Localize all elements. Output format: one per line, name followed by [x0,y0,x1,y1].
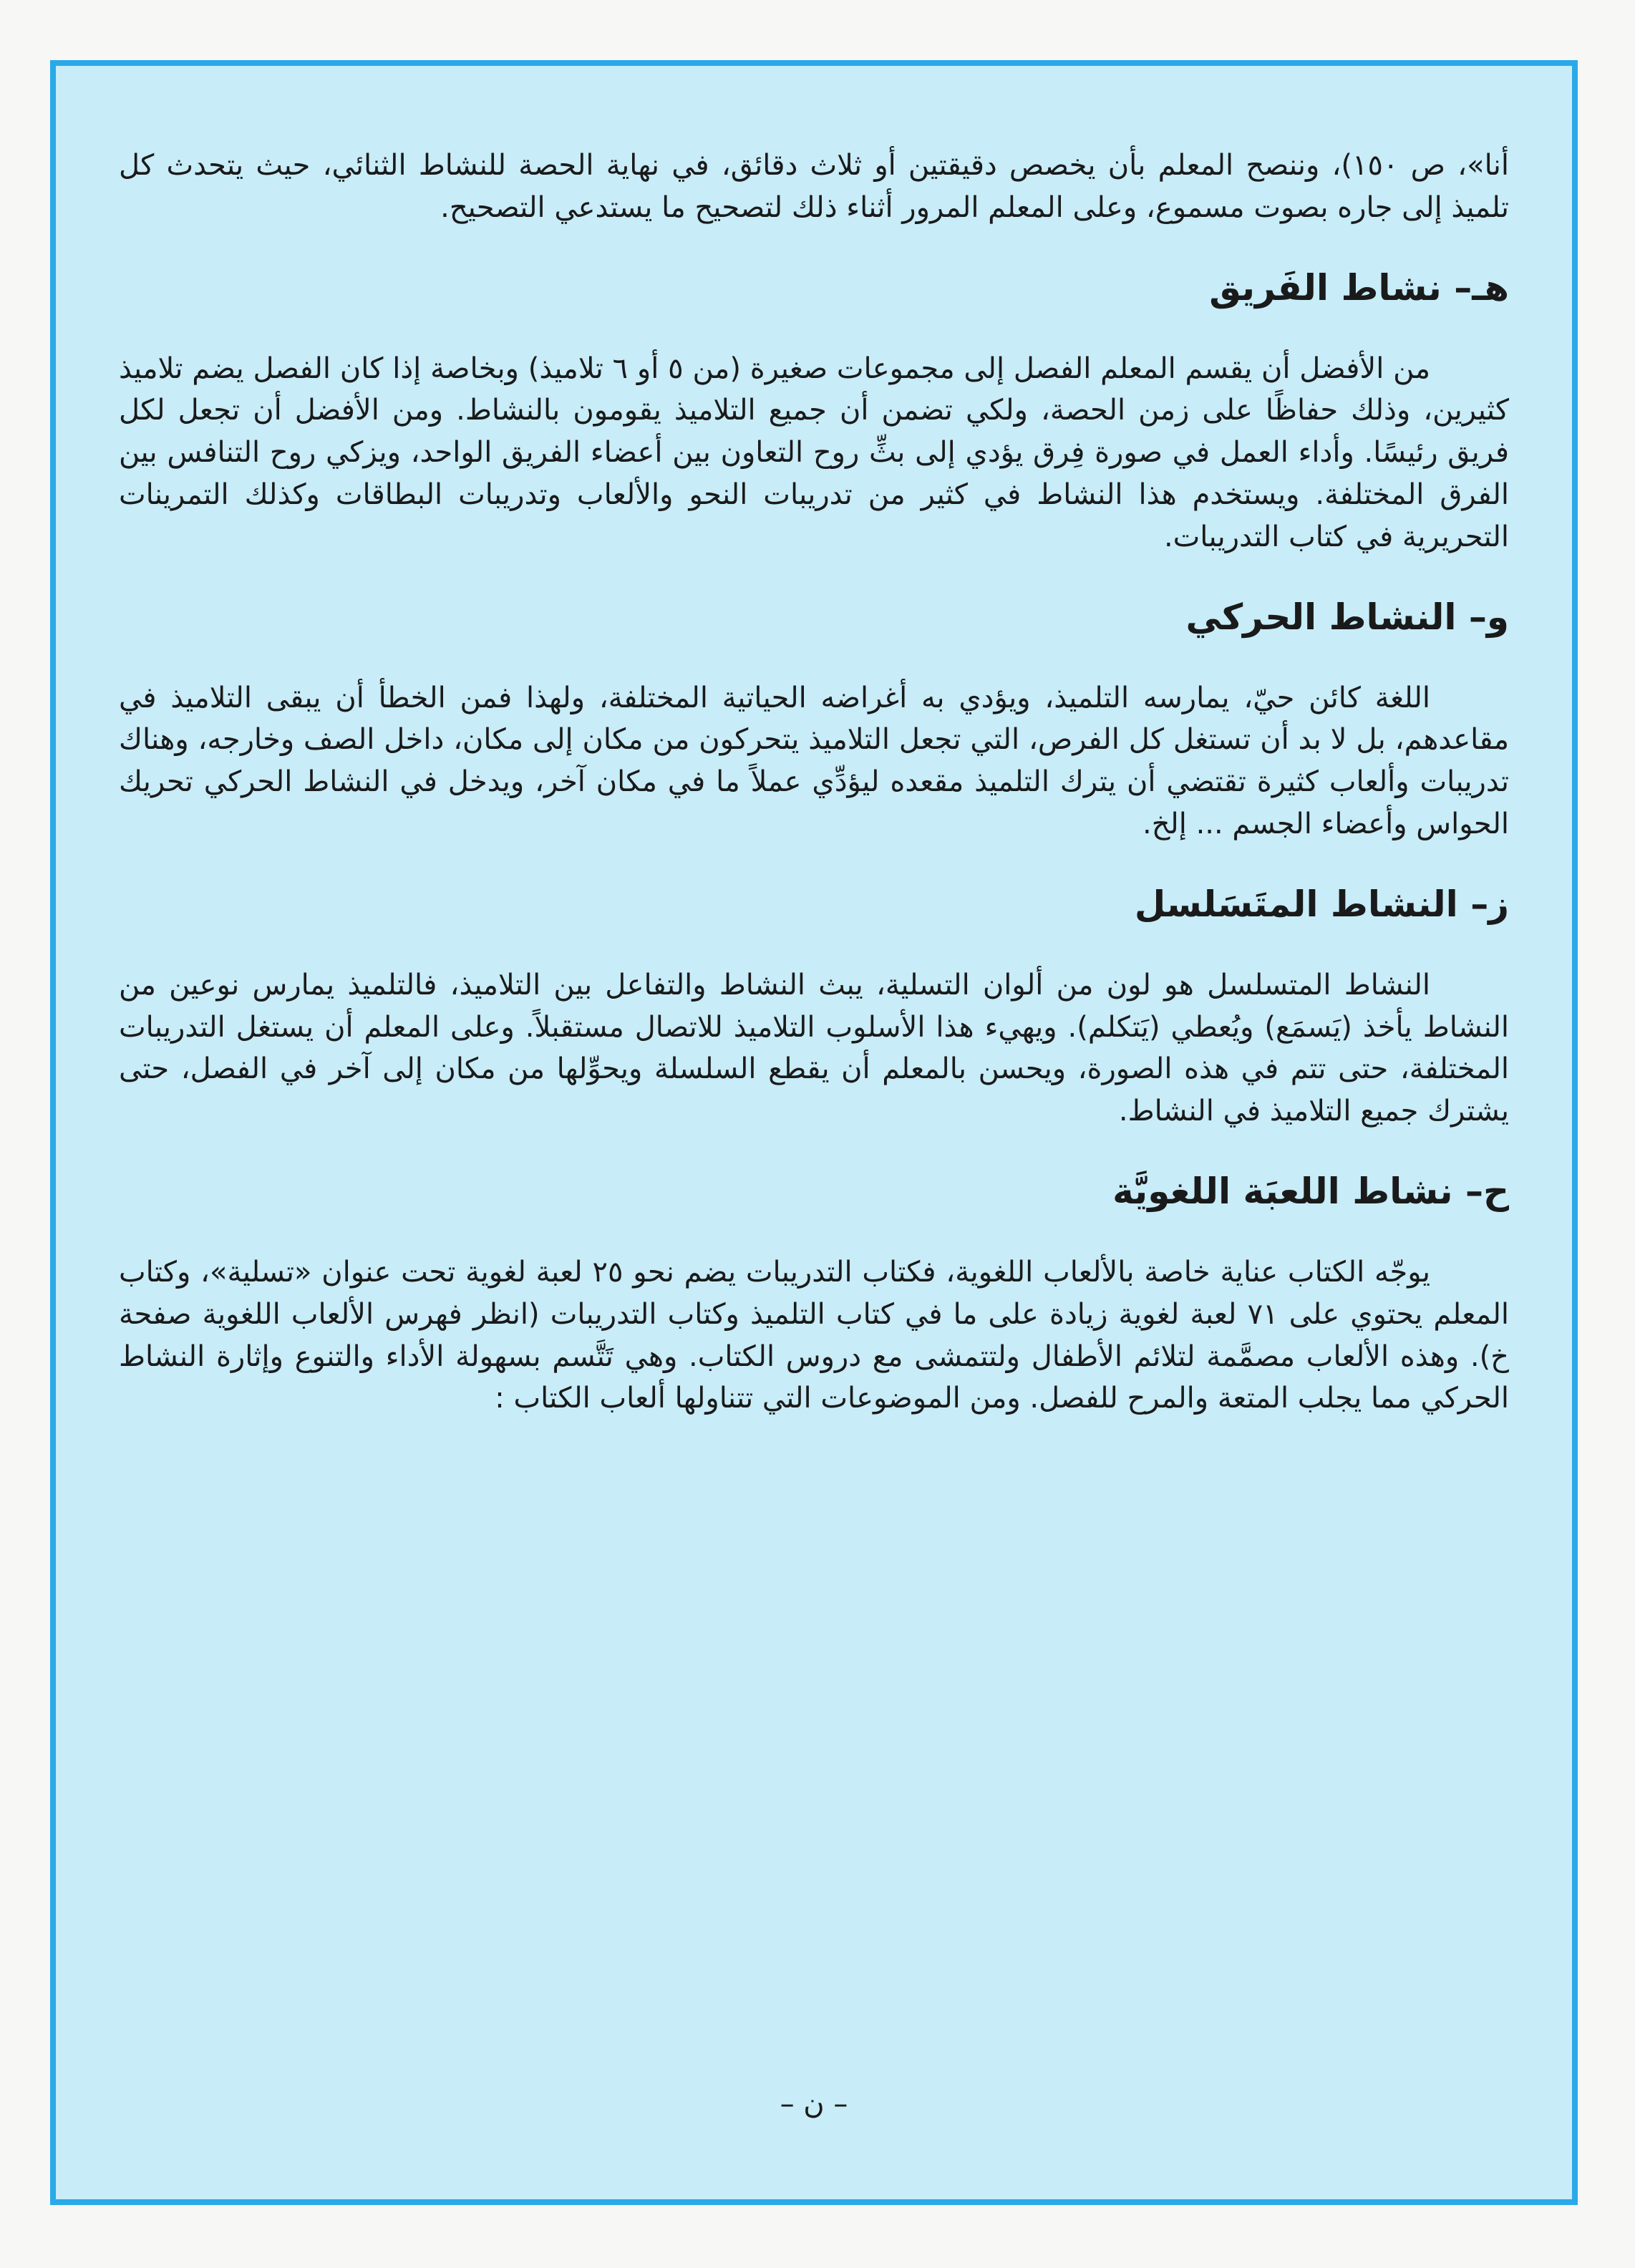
section-body-team-activity: من الأفضل أن يقسم المعلم الفصل إلى مجموعات صغيرة (من ٥ أو ٦ تلاميذ) وبخاصة إذا كان الفصل يضم تلاميذ كثيرين، وذلك حفاظًا على زمن الحصة، ولكي تضمن أن جميع التلاميذ يقومون بالنشاط. ومن الأفضل أن تجعل لكل فريق رئيسًا. وأداء العمل في صورة فِرق يؤدي إلى بثِّ روح التعاون بين أعضاء الفريق الواحد، ويزكي روح التنافس بين الفرق المختلفة. ويستخدم هذا النشاط في كثير من تدريبات النحو والألعاب وتدريبات البطاقات وكذلك التمرينات التحريرية في كتاب التدريبات. [119,352,1509,553]
page-content [119,145,1509,1420]
section-body-language-game: يوجّه الكتاب عناية خاصة بالألعاب اللغوية، فكتاب التدريبات يضم نحو ٢٥ لعبة لغوية تحت عنوان «تسلية»، وكتاب المعلم يحتوي على ٧١ لعبة لغوية زيادة على ما في كتاب التلميذ وكتاب التدريبات (انظر فهرس الألعاب اللغوية صفحة خ). وهذه الألعاب مصمَّمة لتلائم الأطفال ولتتمشى مع دروس الكتاب. وهي تَتَّسم بسهولة الأداء والتنوع وإثارة النشاط الحركي مما يجلب المتعة والمرح للفصل. ومن الموضوعات التي تتناولها ألعاب الكتاب : [119,1255,1509,1415]
page-number: – ن – [780,2088,848,2121]
section-heading-team-activity: هـ– نشاط الفَريق [1209,266,1509,309]
section-body-movement-activity: اللغة كائن حيّ، يمارسه التلميذ، ويؤدي به أغراضه الحياتية المختلفة، ولهذا فمن الخطأ أن يبقى التلاميذ في مقاعدهم، بل لا بد أن تستغل كل الفرص، التي تجعل التلاميذ يتحركون من مكان إلى مكان، داخل الصف وخارجه، وهناك تدريبات وألعاب كثيرة تقتضي أن يترك التلميذ مقعده ليؤدِّي عملاً ما في مكان آخر، ويدخل في النشاط الحركي تحريك الحواس وأعضاء الجسم ... إلخ. [119,681,1509,840]
section-body-chain-activity: النشاط المتسلسل هو لون من ألوان التسلية، يبث النشاط والتفاعل بين التلاميذ، فالتلميذ يمارس نوعين من النشاط يأخذ (يَسمَع) ويُعطي (يَتكلم). ويهيء هذا الأسلوب التلاميذ للاتصال مستقبلاً. وعلى المعلم أن يستغل التدريبات المختلفة، حتى تتم في هذه الصورة، ويحسن بالمعلم أن يقطع السلسلة ويحوِّلها من مكان إلى آخر في الفصل، حتى يشترك جميع التلاميذ في النشاط. [119,968,1509,1128]
section-heading-chain-activity: ز– النشاط المتَسَلسل [1134,883,1509,925]
page-frame [50,60,1578,2205]
section-heading-movement-activity: و– النشاط الحركي [1185,596,1509,638]
intro-paragraph: أنا»، ص ١٥٠)، وننصح المعلم بأن يخصص دقيقتين أو ثلاث دقائق، في نهاية الحصة للنشاط الثنائي، حيث يتحدث كل تلميذ إلى جاره بصوت مسموع، وعلى المعلم المرور أثناء ذلك لتصحيح ما يستدعي التصحيح. [119,149,1510,224]
section-heading-language-game: ح– نشاط اللعبَة اللغويَّة [1112,1170,1509,1212]
